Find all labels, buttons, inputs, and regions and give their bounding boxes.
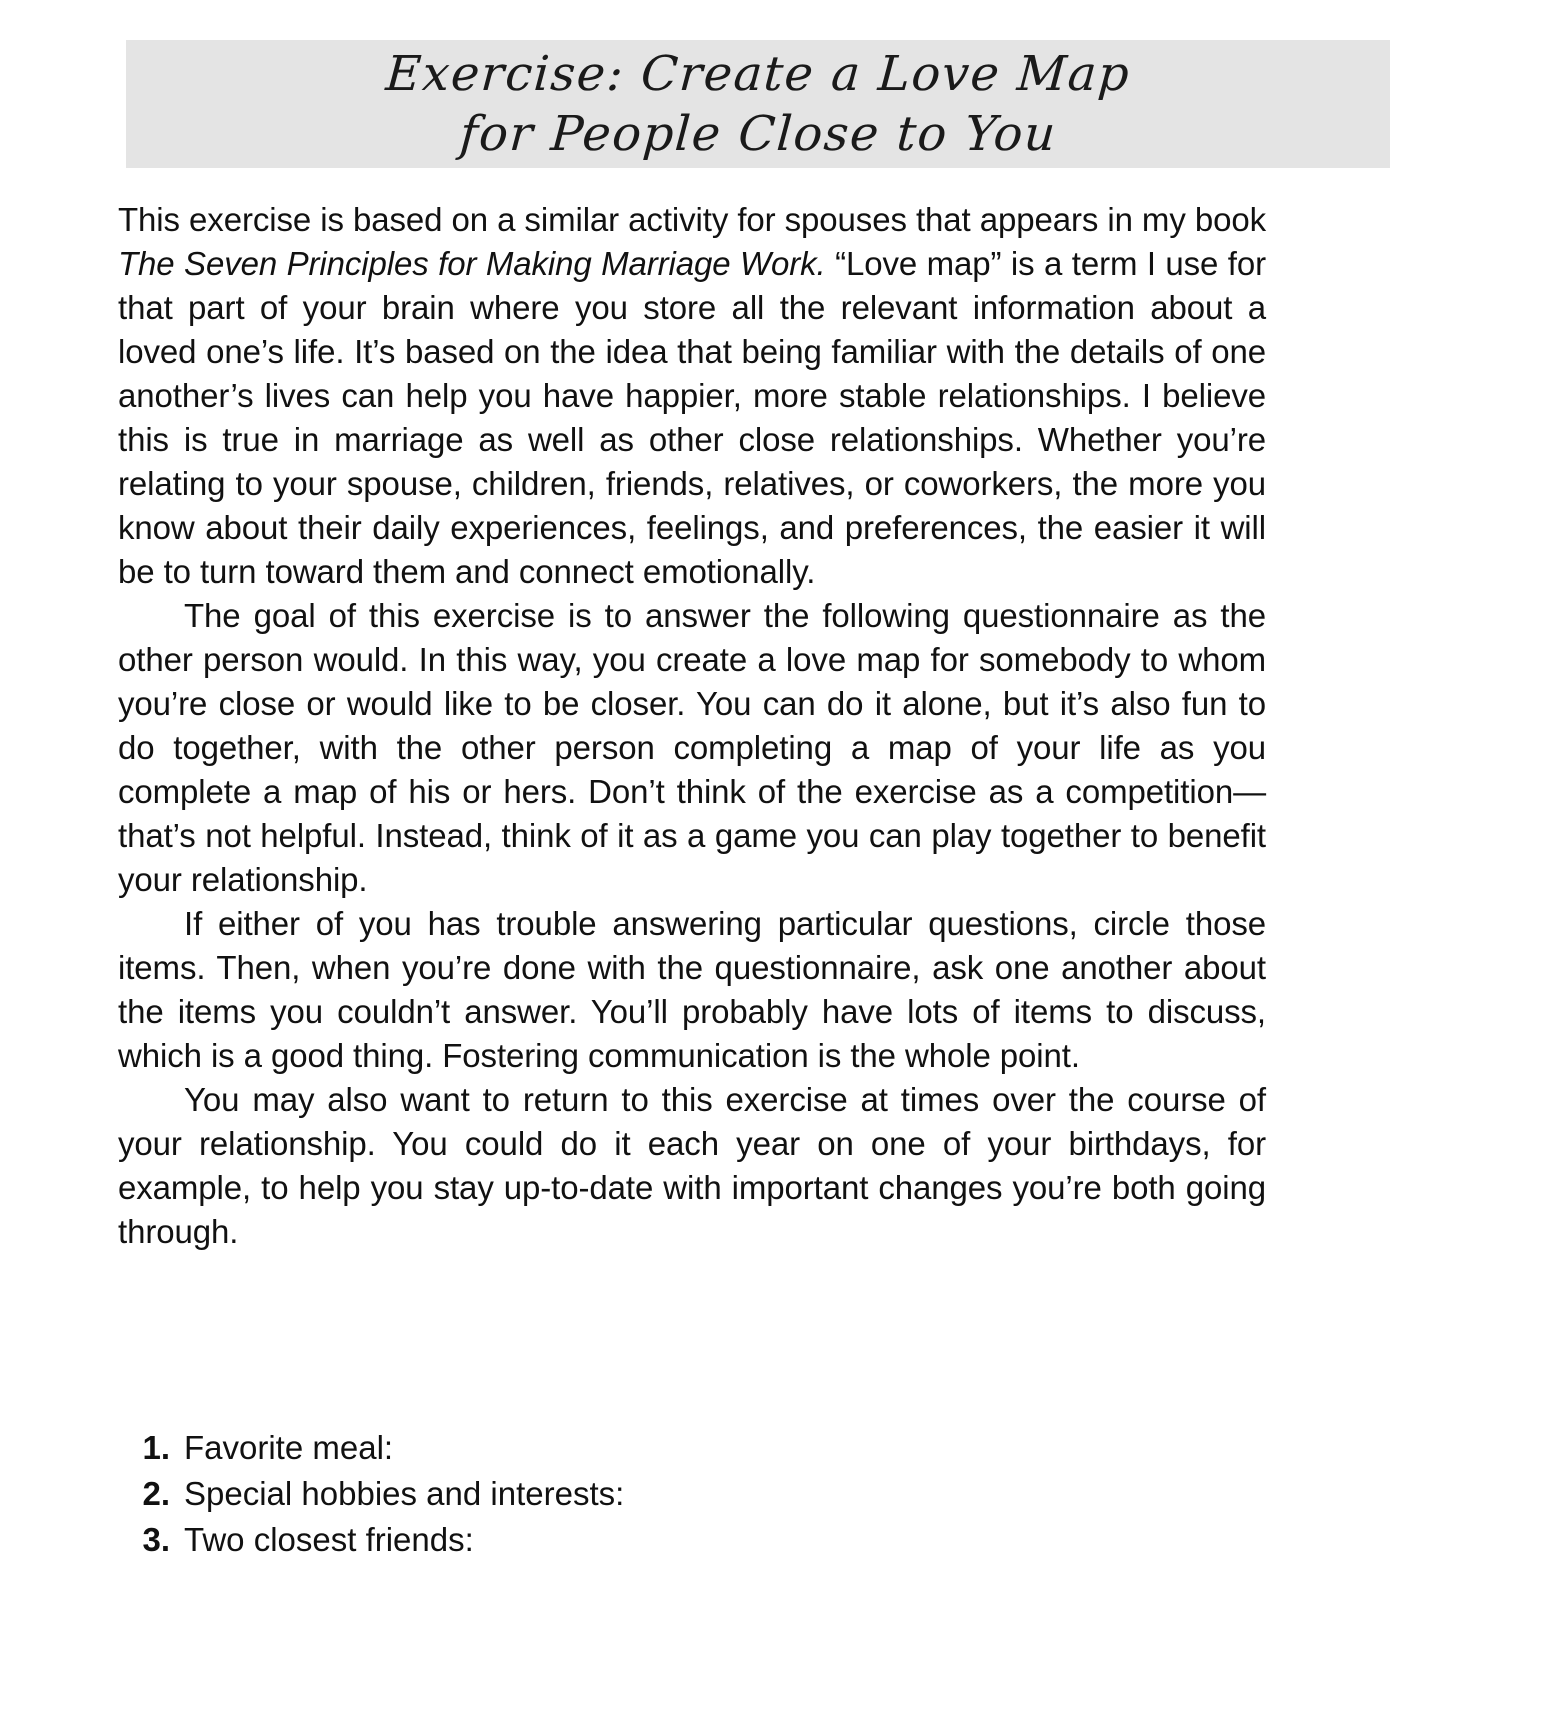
paragraph-text: You may also want to return to this exercise at times over the course of your relationship. You could do it each year on one of your birthdays, for example, to help you stay up-to-date with important changes you’re both going through.: [118, 1081, 1266, 1250]
questionnaire-item-label: Favorite meal:: [184, 1429, 394, 1466]
paragraph-text: This exercise is based on a similar activity for spouses that appears in my book: [118, 201, 1266, 238]
body-paragraph: [118, 594, 1266, 902]
book-title-italic: The Seven Principles for Making Marriage Work.: [118, 245, 826, 282]
questionnaire-item: [118, 1425, 1266, 1471]
paragraph-text: “Love map” is a term I use for that part of your brain where you store all the relevant information about a loved one’s life. It’s based on the idea that being familiar with the details of one another’s lives can help you have happier, more stable relationships. I believe this is true in marriage as well as other close relationships. Whether you’re relating to your spouse, children, friends, relatives, or coworkers, the more you know about their daily experiences, feelings, and preferences, the easier it will be to turn toward them and connect emotionally.: [118, 245, 1266, 590]
questionnaire-item: [118, 1517, 1266, 1563]
questionnaire-item-number: 3.: [142, 1521, 170, 1558]
body-paragraph: [118, 1078, 1266, 1254]
questionnaire-item-label: Two closest friends:: [184, 1521, 474, 1558]
body-paragraph: [118, 902, 1266, 1078]
exercise-title-line-2: for People Close to You: [457, 106, 1059, 162]
exercise-title-line-1: Exercise: Create a Love Map: [383, 46, 1133, 102]
body-paragraph: [118, 198, 1266, 594]
questionnaire-item: [118, 1471, 1266, 1517]
exercise-title-band: [126, 40, 1390, 168]
paragraph-text: If either of you has trouble answering particular questions, circle those items. Then, when you’re done with the questionnaire, ask one another about the items you couldn’t answer. You’ll probably have lots of items to discuss, which is a good thing. Fostering communication is the whole point.: [118, 905, 1266, 1074]
questionnaire-list: [118, 1425, 1266, 1563]
questionnaire-item-number: 2.: [142, 1475, 170, 1512]
body-text-column: [118, 198, 1266, 1254]
paragraph-text: The goal of this exercise is to answer the following questionnaire as the other person would. In this way, you create a love map for somebody to whom you’re close or would like to be closer. You can do it alone, but it’s also fun to do together, with the other person completing a map of your life as you complete a map of his or hers. Don’t think of the exercise as a competition—that’s not helpful. Instead, think of it as a game you can play together to benefit your relationship.: [118, 597, 1266, 898]
questionnaire-item-label: Special hobbies and interests:: [184, 1475, 625, 1512]
questionnaire-item-number: 1.: [142, 1429, 170, 1466]
